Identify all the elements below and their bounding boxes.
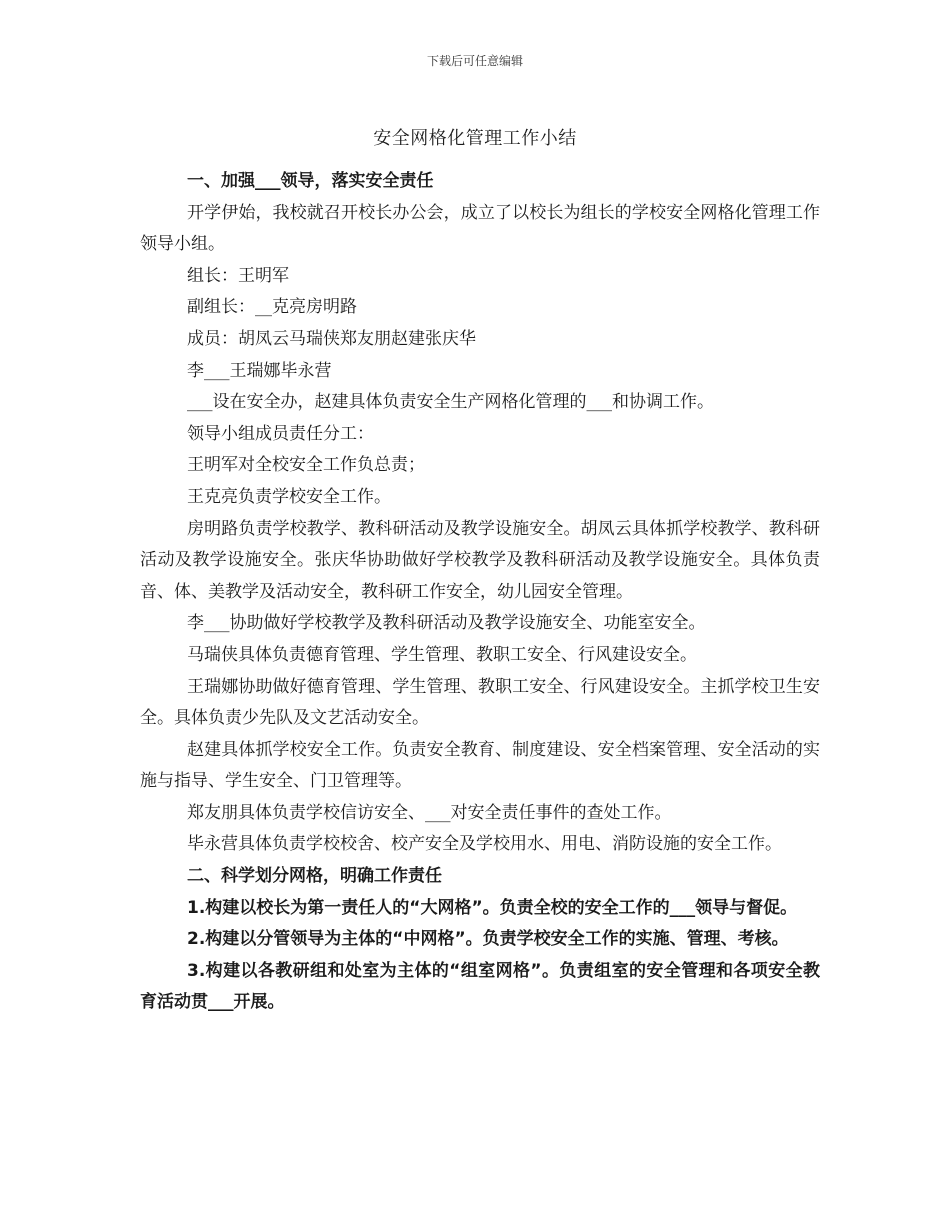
paragraph: 王克亮负责学校安全工作。 (187, 486, 391, 507)
paragraph: 郑友朋具体负责学校信访安全、___对安全责任事件的查处工作。 (187, 802, 672, 823)
section-heading-1: 一、加强___领导，落实安全责任 (187, 171, 434, 191)
section-heading-2: 二、科学划分网格，明确工作责任 (187, 866, 442, 887)
paragraph: 开学伊始，我校就召开校长办公会，成立了以校长为组长的学校安全网格化管理工作领导小组。 (140, 202, 820, 255)
paragraph: 成员：胡凤云马瑞侠郑友朋赵建张庆华 (187, 328, 476, 349)
paragraph: 赵建具体抓学校安全工作。负责安全教育、制度建设、安全档案管理、安全活动的实施与指导、学生安全、门卫管理等。 (140, 739, 820, 792)
paragraph: 毕永营具体负责学校校舍、校产安全及学校用水、用电、消防设施的安全工作。 (187, 834, 782, 855)
paragraph: 组长：王明军 (187, 265, 289, 286)
list-item: 2.构建以分管领导为主体的“中网格”。负责学校安全工作的实施、管理、考核。 (187, 929, 789, 950)
list-item: 3.构建以各教研组和处室为主体的“组室网格”。负责组室的安全管理和各项安全教育活动贯___开展。 (140, 960, 820, 1013)
paragraph: 领导小组成员责任分工： (187, 423, 374, 444)
list-item: 1.构建以校长为第一责任人的“大网格”。负责全校的安全工作的___领导与督促。 (187, 897, 798, 918)
paragraph: 副组长：__克亮房明路 (187, 297, 357, 318)
paragraph: 房明路负责学校教学、教科研活动及教学设施安全。胡凤云具体抓学校教学、教科研活动及教学设施安全。张庆华协助做好学校教学及教科研活动及教学设施安全。具体负责音、体、美教学及活动安全，教科研工作安全，幼儿园安全管理。 (140, 518, 820, 602)
paragraph: ___设在安全办，赵建具体负责安全生产网格化管理的___和协调工作。 (187, 392, 714, 413)
paragraph: 李___王瑞娜毕永营 (187, 360, 332, 381)
document-title: 安全网格化管理工作小结 (373, 128, 577, 149)
paragraph: 李___协助做好学校教学及教科研活动及教学设施安全、功能室安全。 (187, 613, 706, 634)
header-note: 下载后可任意编辑 (426, 54, 523, 68)
paragraph: 王明军对全校安全工作负总责； (187, 455, 425, 476)
paragraph: 王瑞娜协助做好德育管理、学生管理、教职工安全、行风建设安全。主抓学校卫生安全。具体负责少先队及文艺活动安全。 (140, 676, 820, 729)
document-body (140, 166, 820, 1019)
paragraph: 马瑞侠具体负责德育管理、学生管理、教职工安全、行风建设安全。 (187, 644, 697, 665)
